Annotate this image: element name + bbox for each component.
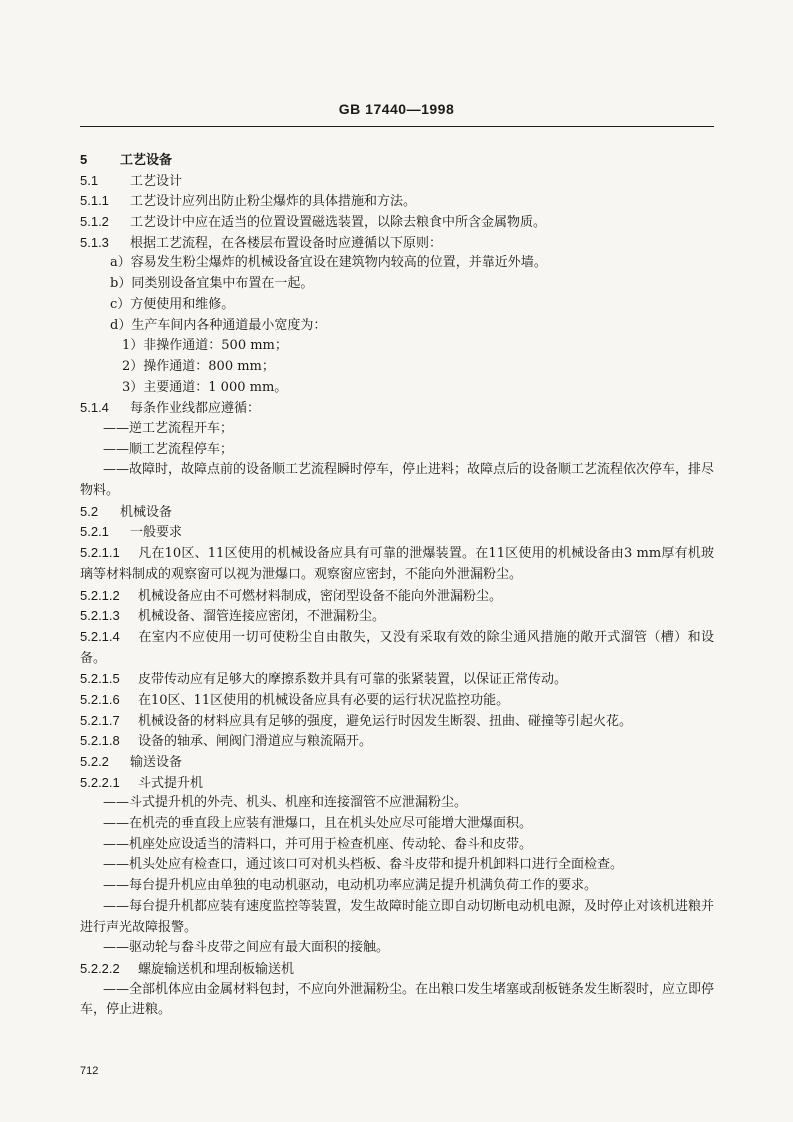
clause-text: 机械设备、溜管连接应密闭，不泄漏粉尘。: [138, 609, 386, 625]
clause-text: 工艺设计应列出防止粉尘爆炸的具体措施和方法。: [130, 194, 417, 210]
clause-number: 5.1.3: [80, 234, 109, 250]
clause: [80, 543, 714, 585]
sub-list-item: 2）操作通道：800 mm；: [122, 358, 275, 374]
clause-number: 5.2.1.7: [80, 712, 120, 728]
list-item: a）容易发生粉尘爆炸的机械设备宜设在建筑物内较高的位置，并靠近外墙。: [110, 255, 547, 271]
dash-item-text: ——每台提升机都应装有速度监控等装置，发生故障时能立即自动切断电动机电源，及时停止对该机进粮并进行声光故障报警。: [80, 898, 715, 935]
clause-text: 在室内不应使用一切可使粉尘自由散失，又没有采取有效的除尘通风措施的敞开式溜管（槽）和设备。: [80, 629, 714, 666]
clause-number: 5.1.2: [80, 214, 109, 230]
dash-item: ——机头处应有检查口，通过该口可对机头档板、畚斗皮带和提升机卸料口进行全面检查。: [103, 857, 624, 873]
clause-number: 5.2.2.1: [80, 774, 120, 790]
clause: [80, 606, 714, 627]
clause-text: 工艺设计中应在适当的位置设置磁选装置，以除去粮食中所含金属物质。: [130, 215, 547, 231]
clause-text: 皮带传动应有足够大的摩擦系数并具有可靠的张紧装置，以保证正常传动。: [138, 672, 568, 688]
dash-item: ——顺工艺流程停车；: [103, 441, 234, 457]
dash-item: ——机座处应设适当的清料口，并可用于检查机座、传动轮、畚斗和皮带。: [103, 836, 533, 852]
dash-item: [80, 980, 714, 1021]
clause: [80, 398, 714, 419]
clause-number: 5.2.1.2: [80, 587, 120, 603]
document-body: [80, 150, 714, 1021]
clause-text: 机械设备应由不可燃材料制成，密闭型设备不能向外泄漏粉尘。: [138, 588, 503, 604]
clause-heading: [80, 959, 714, 980]
clause-text: 机械设备的材料应具有足够的强度，避免运行时因发生断裂、扭曲、碰撞等引起火花。: [138, 713, 633, 729]
clause-text: 设备的轴承、闸阀门滑道应与粮流隔开。: [138, 734, 373, 750]
clause-number: 5.1.1: [80, 193, 109, 209]
clause-number: 5.2.2.2: [80, 960, 120, 976]
clause-number: 5.1.4: [80, 400, 109, 416]
clause-title: 输送设备: [130, 755, 183, 771]
clause-text: 凡在10区、11区使用的机械设备应具有可靠的泄爆装置。在11区使用的机械设备由3 mm厚有机玻璃等材料制成的观察窗可以视为泄爆口。观察窗应密封，不能向外泄漏粉尘。: [80, 546, 714, 582]
list-item: d）生产车间内各种通道最小宽度为：: [110, 317, 327, 333]
clause-heading: [80, 752, 714, 773]
dash-item-text: ——故障时，故障点前的设备顺工艺流程瞬时停车，停止进料；故障点后的设备顺工艺流程依次停车，排尽物料。: [80, 462, 715, 499]
dash-item: [80, 460, 714, 501]
clause-number: 5.1: [80, 172, 99, 188]
clause-title: 一般要求: [130, 525, 183, 541]
sub-list-item: 3）主要通道：1 000 mm。: [122, 379, 288, 395]
dash-item: ——逆工艺流程开车；: [103, 420, 234, 436]
clause-title: 斗式提升机: [138, 775, 204, 791]
clause-number: 5.2.1.5: [80, 671, 120, 687]
dash-item: ——每台提升机应由单独的电动机驱动，电动机功率应满足提升机满负荷工作的要求。: [103, 878, 598, 894]
clause-number: 5.2.1.1: [80, 545, 120, 561]
clause-heading: [80, 773, 714, 794]
header-rule: [80, 126, 714, 127]
clause-heading: [80, 502, 714, 523]
clause-number: 5.2.1.8: [80, 733, 120, 749]
dash-item: [80, 897, 714, 938]
clause: [80, 212, 714, 233]
clause-number: 5.2.2: [80, 754, 109, 770]
clause-heading: [80, 171, 714, 192]
dash-item: ——斗式提升机的外壳、机头、机座和连接溜管不应泄漏粉尘。: [103, 795, 468, 811]
document-header: GB 17440—1998: [338, 101, 455, 117]
clause-title: 螺旋输送机和埋刮板输送机: [138, 961, 295, 977]
clause-title: 工艺设计: [130, 173, 183, 189]
list-item: b）同类别设备宜集中布置在一起。: [110, 276, 314, 292]
clause-text: 在10区、11区使用的机械设备应具有必要的运行状况监控功能。: [138, 692, 510, 708]
clause: [80, 711, 714, 732]
clause-number: 5.2.1.6: [80, 691, 120, 707]
clause-title: 机械设备: [120, 504, 173, 520]
section-heading: [80, 150, 714, 171]
clause-number: 5.2.1: [80, 524, 109, 540]
clause-number: 5.2.1.3: [80, 608, 120, 624]
dash-item: ——在机壳的垂直段上应装有泄爆口，且在机头处应尽可能增大泄爆面积。: [103, 816, 533, 832]
clause-number: 5.2: [80, 503, 99, 519]
clause: [80, 586, 714, 607]
clause: [80, 627, 714, 669]
section-title: 工艺设备: [120, 153, 173, 168]
sub-list-item: 1）非操作通道：500 mm；: [122, 338, 288, 354]
clause-text: 每条作业线都应遵循：: [130, 401, 261, 417]
clause: [80, 191, 714, 212]
clause-text: 根据工艺流程，在各楼层布置设备时应遵循以下原则：: [130, 235, 443, 251]
clause-heading: [80, 522, 714, 543]
clause: [80, 233, 714, 254]
page-number: 712: [80, 1065, 99, 1077]
clause-number: 5.2.1.4: [80, 628, 120, 644]
dash-item-text: ——全部机体应由金属材料包封，不应向外泄漏粉尘。在出粮口发生堵塞或刮板链条发生断裂时，应立即停车，停止进粮。: [80, 981, 715, 1018]
section-number: 5: [80, 152, 88, 167]
clause: [80, 731, 714, 752]
list-item: c）方便使用和维修。: [110, 296, 235, 312]
clause: [80, 669, 714, 690]
dash-item: ——驱动轮与畚斗皮带之间应有最大面积的接触。: [103, 940, 390, 956]
clause: [80, 690, 714, 711]
